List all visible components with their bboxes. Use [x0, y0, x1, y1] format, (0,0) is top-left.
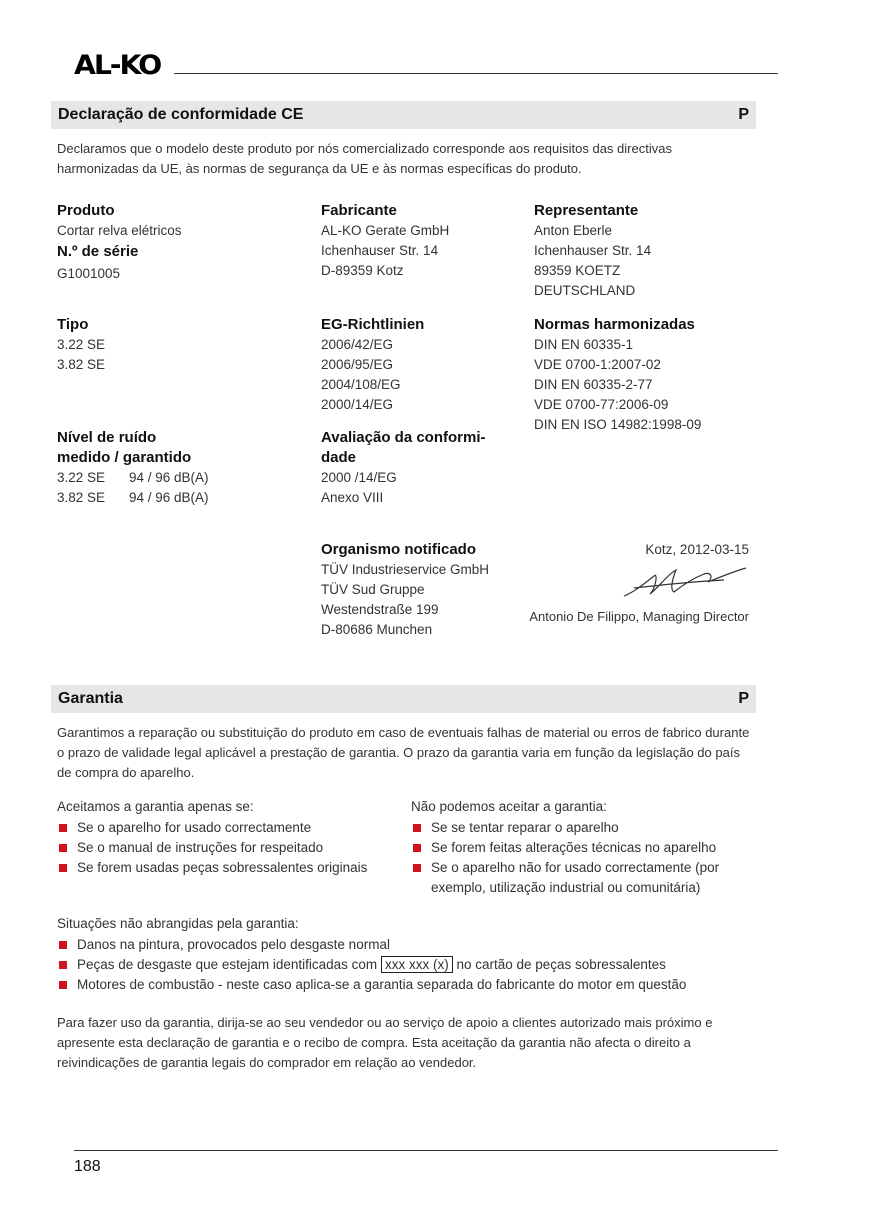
bullet-icon: [413, 864, 421, 872]
noise-value: 94 / 96 dB(A): [129, 470, 209, 485]
standard-line: DIN EN ISO 14982:1998-09: [534, 417, 702, 432]
representative-line: 89359 KOETZ: [534, 263, 621, 278]
list-item-text: Se o aparelho não for usado correctamente (por exemplo, utilização industrial ou comunitária): [431, 860, 720, 895]
list-item: [411, 838, 751, 858]
list-item: [57, 858, 397, 878]
directive-line: 2000/14/EG: [321, 397, 394, 412]
notified-body-heading: Organismo notificado: [321, 541, 477, 558]
list-item: [57, 955, 777, 975]
notified-body-line: TÜV Sud Gruppe: [321, 582, 425, 597]
representative-line: Ichenhauser Str. 14: [534, 243, 652, 258]
accept-block: [57, 797, 397, 878]
standard-line: DIN EN 60335-1: [534, 337, 634, 352]
manufacturer-line: AL-KO Gerate GmbH: [321, 223, 450, 238]
list-item-text: Se se tentar reparar o aparelho: [431, 820, 619, 835]
directive-line: 2006/95/EG: [321, 357, 394, 372]
representative-block: [534, 201, 651, 301]
accept-list: [57, 818, 397, 878]
bullet-icon: [59, 981, 67, 989]
bullet-icon: [59, 961, 67, 969]
warranty-intro: Garantimos a reparação ou substituição do produto em caso de eventuais falhas de material ou erros de fabrico durante o prazo de validade legal aplicável a prestação de garantia. O prazo da garantia varia em função da legislação do país de compra do aparelho.: [57, 725, 750, 780]
declaration-intro: Declaramos que o modelo deste produto por nós comercializado corresponde aos requisitos das directivas harmonizadas da UE, às normas de segurança da UE e às normas específicas do produto.: [57, 141, 672, 176]
notified-body-block: [321, 540, 489, 640]
bullet-icon: [59, 941, 67, 949]
type-block: [57, 315, 105, 375]
warranty-language-code: P: [738, 690, 749, 707]
warranty-closing: Para fazer uso da garantia, dirija-se ao seu vendedor ou ao serviço de apoio a clientes autorizado mais próximo e apresente esta declaração de garantia e o recibo de compra. Esta aceitação da garantia não afecta o direito a reivindicações de garantia legais do comprador em relação ao vendedor.: [57, 1015, 713, 1070]
assessment-line: Anexo VIII: [321, 490, 384, 505]
reject-block: [411, 797, 751, 898]
list-item-text: Se forem usadas peças sobressalentes originais: [77, 860, 368, 875]
signature-image: [614, 562, 754, 607]
list-item: [57, 838, 397, 858]
signatory-name: Antonio De Filippo, Managing Director: [529, 609, 749, 624]
bullet-icon: [413, 824, 421, 832]
noise-subheading: medido / garantido: [57, 449, 192, 466]
directive-line: 2006/42/EG: [321, 337, 394, 352]
warranty-title-bar: [51, 685, 756, 713]
page-number: 188: [74, 1158, 101, 1175]
standards-heading: Normas harmonizadas: [534, 316, 695, 333]
manufacturer-heading: Fabricante: [321, 202, 397, 219]
type-heading: Tipo: [57, 316, 89, 333]
type-line: 3.22 SE: [57, 337, 106, 352]
alko-logo: AL-KO: [74, 50, 161, 81]
notified-body-line: Westendstraße 199: [321, 602, 439, 617]
noise-row: [57, 468, 209, 488]
reject-heading: Não podemos aceitar a garantia:: [411, 799, 607, 814]
declaration-title: Declaração de conformidade CE: [58, 106, 304, 123]
excluded-list: [57, 935, 777, 995]
bullet-icon: [413, 844, 421, 852]
place-date: Kotz, 2012-03-15: [645, 542, 749, 557]
list-item-text: Motores de combustão - neste caso aplica-se a garantia separada do fabricante do motor em questão: [77, 977, 687, 992]
footer-divider: [74, 1150, 778, 1151]
standard-line: VDE 0700-1:2007-02: [534, 357, 661, 372]
directive-line: 2004/108/EG: [321, 377, 401, 392]
list-item-text: Se forem feitas alterações técnicas no aparelho: [431, 840, 717, 855]
accept-heading: Aceitamos a garantia apenas se:: [57, 799, 254, 814]
declaration-language-code: P: [738, 106, 749, 123]
directives-heading: EG-Richtlinien: [321, 316, 425, 333]
standards-block: [534, 315, 701, 435]
reject-list: [411, 818, 751, 898]
assessment-block: [321, 428, 486, 508]
type-line: 3.82 SE: [57, 357, 106, 372]
list-item-text: Se o manual de instruções for respeitado: [77, 840, 324, 855]
notified-body-line: D-80686 Munchen: [321, 622, 433, 637]
manufacturer-line: Ichenhauser Str. 14: [321, 243, 439, 258]
list-item: [411, 858, 751, 898]
part-code-box: xxx xxx (x): [381, 956, 453, 973]
noise-heading: Nível de ruído: [57, 429, 157, 446]
noise-model: 3.82 SE: [57, 490, 106, 505]
declaration-title-bar: [51, 101, 756, 129]
standard-line: VDE 0700-77:2006-09: [534, 397, 669, 412]
bullet-icon: [59, 864, 67, 872]
serial-heading: N.º de série: [57, 243, 139, 260]
list-item: [57, 935, 777, 955]
standard-line: DIN EN 60335-2-77: [534, 377, 653, 392]
list-item-text: Danos na pintura, provocados pelo desgaste normal: [77, 937, 390, 952]
list-item: [57, 975, 777, 995]
assessment-heading: Avaliação da conformi-: [321, 429, 486, 446]
noise-model: 3.22 SE: [57, 470, 106, 485]
manufacturer-block: [321, 201, 449, 281]
product-heading: Produto: [57, 202, 115, 219]
list-item-text: Se o aparelho for usado correctamente: [77, 820, 312, 835]
list-item: [411, 818, 751, 838]
noise-row: [57, 488, 209, 508]
noise-block: [57, 428, 209, 508]
noise-value: 94 / 96 dB(A): [129, 490, 209, 505]
product-block: [57, 201, 182, 284]
assessment-line: 2000 /14/EG: [321, 470, 397, 485]
serial-value: G1001005: [57, 266, 121, 281]
bullet-icon: [59, 844, 67, 852]
header-divider: [174, 73, 778, 74]
product-value: Cortar relva elétricos: [57, 223, 182, 238]
directives-block: [321, 315, 424, 415]
representative-line: Anton Eberle: [534, 223, 613, 238]
list-item-text: no cartão de peças sobressalentes: [456, 957, 666, 972]
manufacturer-line: D-89359 Kotz: [321, 263, 404, 278]
representative-line: DEUTSCHLAND: [534, 283, 636, 298]
representative-heading: Representante: [534, 202, 639, 219]
excluded-heading: Situações não abrangidas pela garantia:: [57, 916, 299, 931]
warranty-title: Garantia: [58, 690, 123, 707]
notified-body-line: TÜV Industrieservice GmbH: [321, 562, 490, 577]
excluded-block: [57, 914, 777, 995]
list-item: [57, 818, 397, 838]
assessment-subheading: dade: [321, 449, 357, 466]
bullet-icon: [59, 824, 67, 832]
list-item-text: Peças de desgaste que estejam identificadas com: [77, 957, 378, 972]
